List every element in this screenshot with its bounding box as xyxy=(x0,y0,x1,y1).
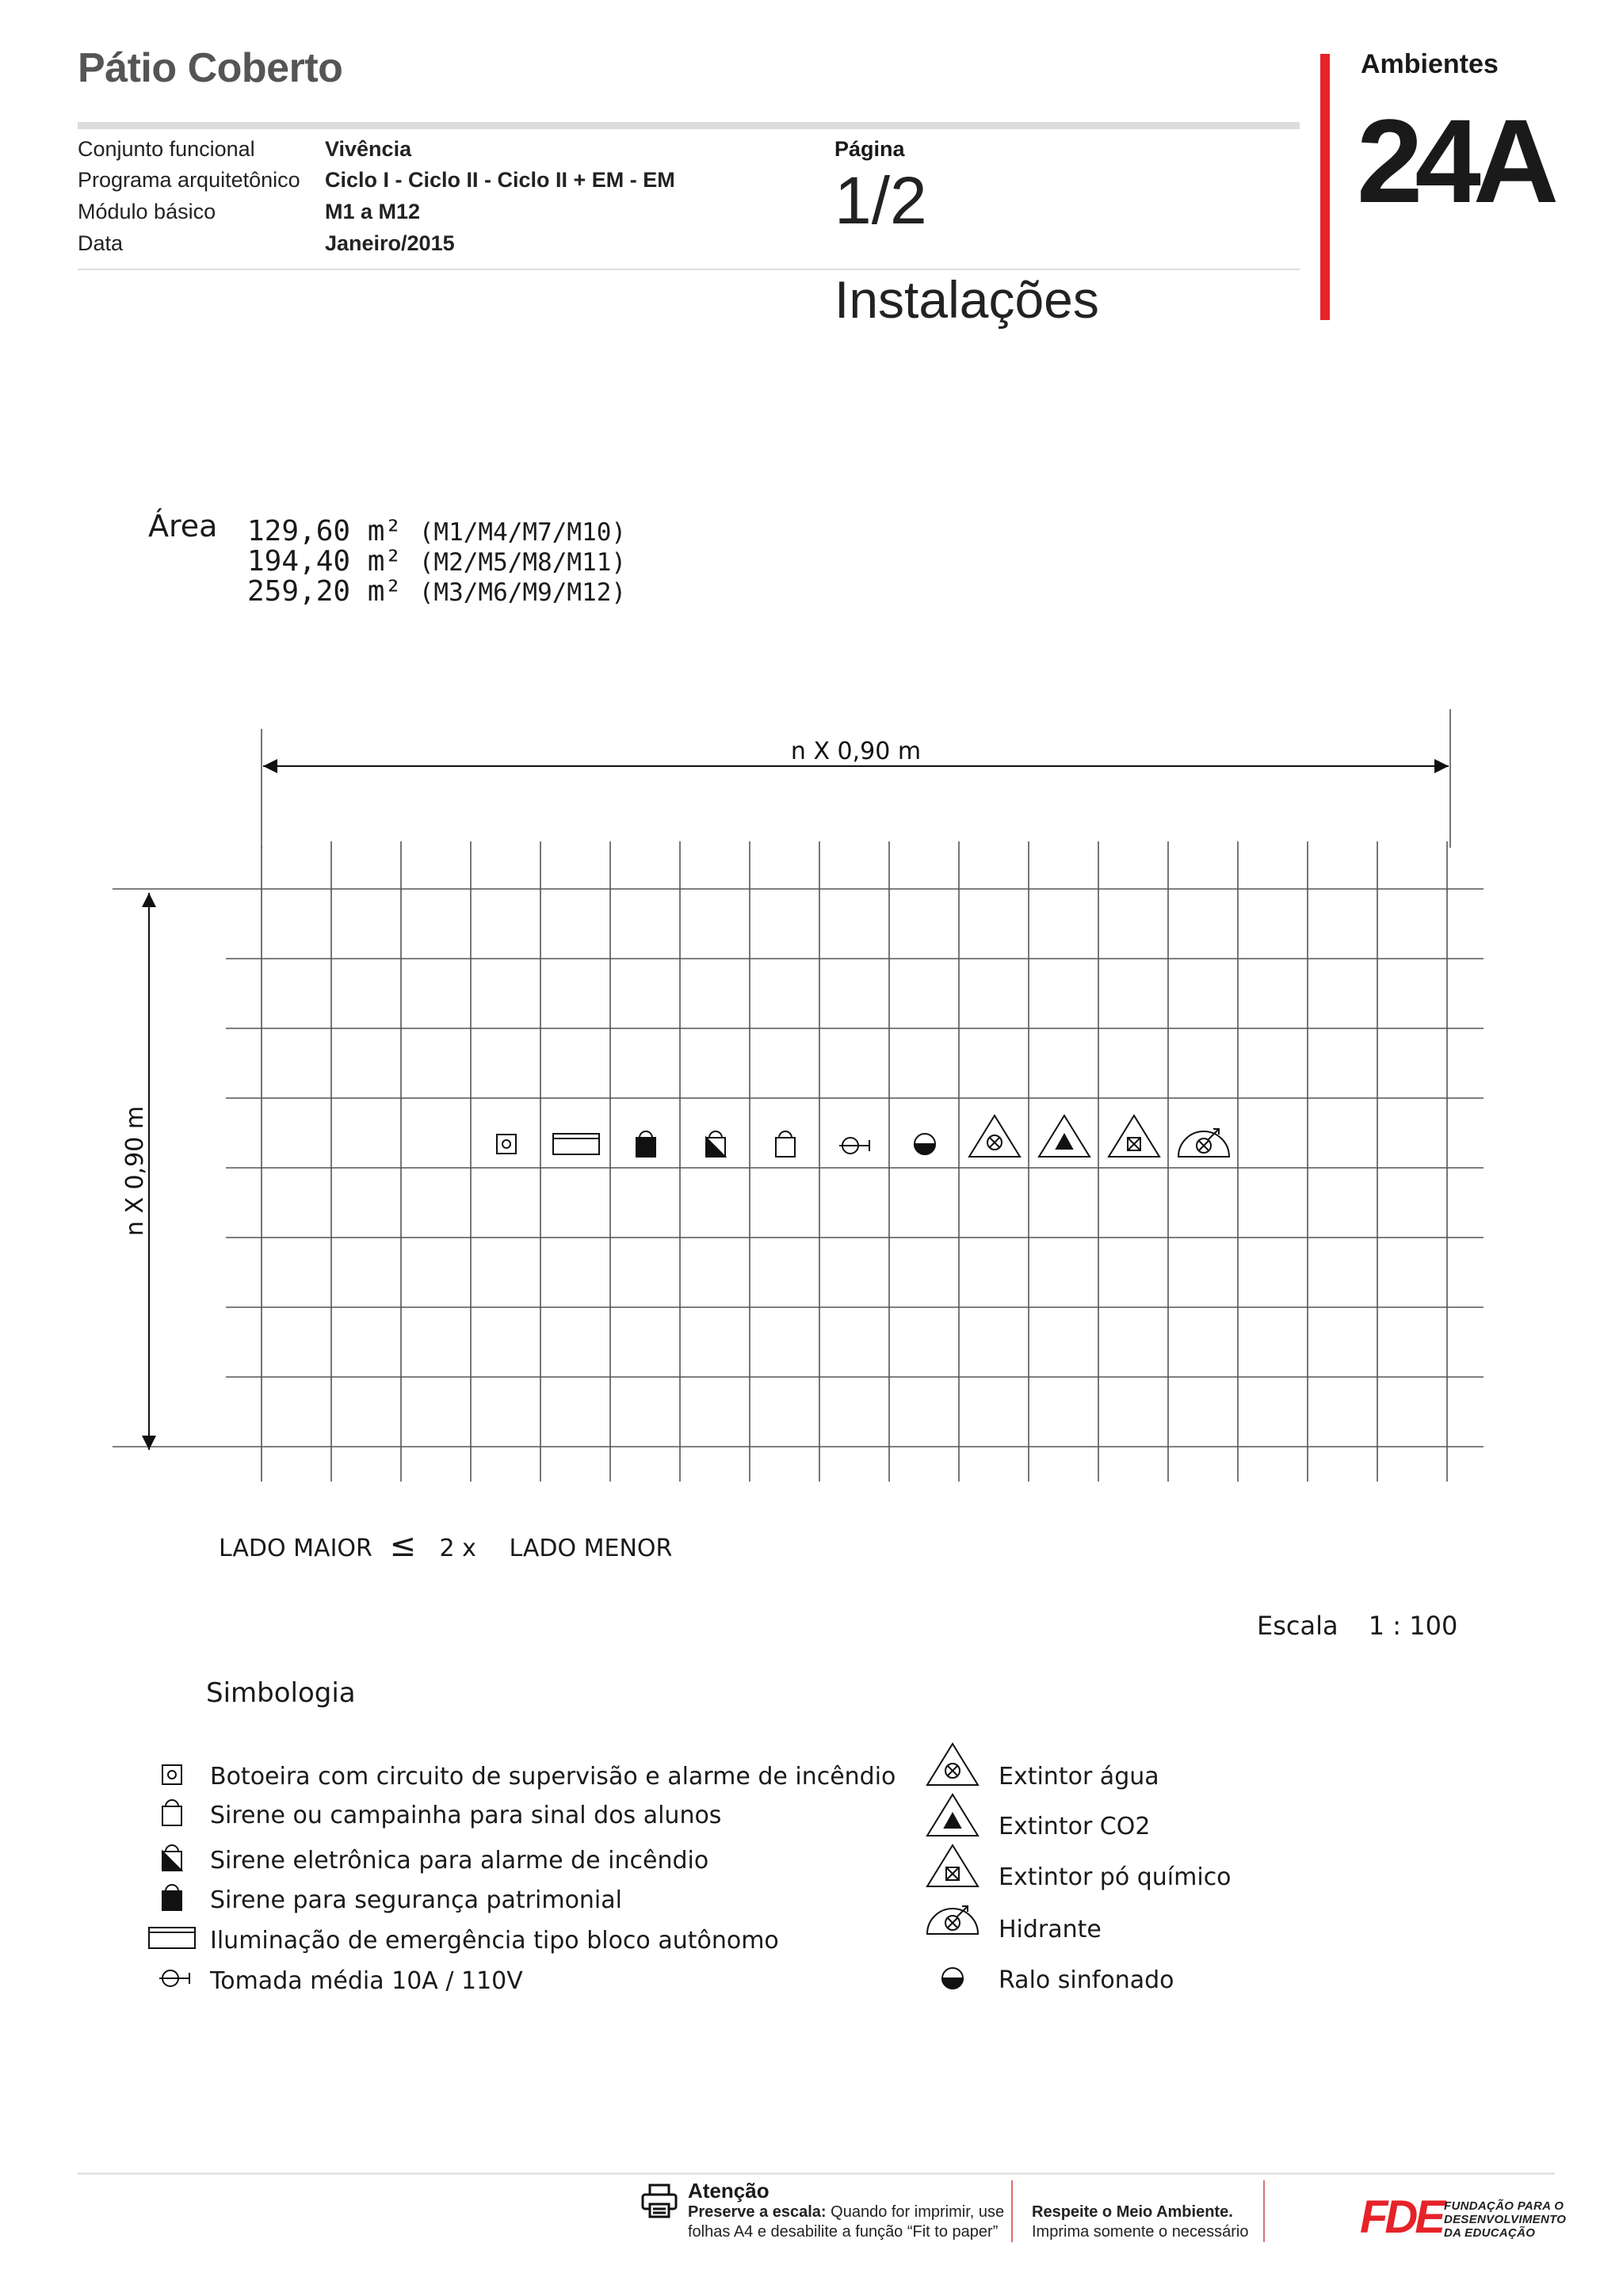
pagina-label: Página xyxy=(834,137,905,161)
tomada-icon xyxy=(159,1970,189,1986)
iluminacao-icon xyxy=(553,1134,599,1154)
footer-separator xyxy=(1011,2180,1013,2242)
floor-plan-grid xyxy=(0,697,1623,1505)
attention-line-2: folhas A4 e desabilite a função “Fit to paper” xyxy=(688,2223,999,2241)
page-title: Pátio Coberto xyxy=(78,45,343,91)
ralo-icon xyxy=(915,1134,935,1154)
header-rule xyxy=(78,122,1300,129)
extintor-agua-icon xyxy=(927,1744,978,1785)
sirene-patrimonial-icon xyxy=(636,1131,655,1157)
meta-label-programa: Programa arquitetônico xyxy=(78,168,300,192)
factor: 2 x xyxy=(439,1535,476,1562)
sirene-eletronica-icon xyxy=(162,1845,181,1871)
extintor-co2-icon xyxy=(1039,1116,1090,1157)
area-value: 129,60 m² xyxy=(247,515,403,547)
header-divider xyxy=(78,269,1300,270)
attention-line-1 xyxy=(688,2203,1004,2222)
legend-item-sirene-eletronica: Sirene eletrônica para alarme de incêndio xyxy=(210,1847,709,1875)
area-ref: (M3/M6/M9/M12) xyxy=(418,578,627,607)
legend-item-iluminacao: Iluminação de emergência tipo bloco autônomo xyxy=(210,1927,779,1955)
meta-value-programa: Ciclo I - Ciclo II - Ciclo II + EM - EM xyxy=(325,168,675,192)
leq-symbol: ≤ xyxy=(389,1527,416,1564)
dim-label-vertical: n X 0,90 m xyxy=(121,1105,149,1237)
fde-logo-text: FDE xyxy=(1360,2191,1442,2243)
env-title: Respeite o Meio Ambiente. xyxy=(1032,2203,1233,2221)
legend-item-botoeira: Botoeira com circuito de supervisão e alarme de incêndio xyxy=(210,1763,896,1791)
accent-bar xyxy=(1320,54,1330,320)
area-line-1 xyxy=(247,515,626,547)
org-line-1: FUNDAÇÃO PARA O xyxy=(1444,2199,1564,2213)
fde-logo xyxy=(1360,2191,1442,2243)
meta-value-conjunto: Vivência xyxy=(325,137,412,161)
legend-item-hidrante: Hidrante xyxy=(999,1916,1102,1943)
iluminacao-icon xyxy=(149,1928,195,1948)
section-title: Instalações xyxy=(834,270,1099,329)
legend-item-sirene-patrimonial: Sirene para segurança patrimonial xyxy=(210,1886,622,1914)
attention-title: Atenção xyxy=(688,2179,769,2203)
ralo-icon xyxy=(942,1968,963,1989)
scale-label: Escala xyxy=(1257,1611,1338,1641)
legend-item-ralo: Ralo sinfonado xyxy=(999,1966,1174,1994)
area-line-2 xyxy=(247,545,626,578)
legend-item-sirene-alunos: Sirene ou campainha para sinal dos alunos xyxy=(210,1802,722,1829)
legend-item-extintor-co2: Extintor CO2 xyxy=(999,1813,1151,1840)
lado-menor: LADO MENOR xyxy=(509,1535,673,1562)
proportion-rule xyxy=(219,1527,672,1564)
area-label: Área xyxy=(148,509,218,543)
printer-icon xyxy=(640,2182,678,2220)
meta-label-data: Data xyxy=(78,231,124,255)
botoeira-icon xyxy=(162,1765,181,1784)
scale xyxy=(1257,1611,1457,1641)
meta-label-conjunto: Conjunto funcional xyxy=(78,137,255,161)
legend-item-tomada: Tomada média 10A / 110V xyxy=(210,1967,523,1995)
legend-item-extintor-po: Extintor pó químico xyxy=(999,1863,1232,1891)
scale-value: 1 : 100 xyxy=(1368,1611,1458,1641)
extintor-co2-icon xyxy=(927,1794,978,1836)
extintor-po-icon xyxy=(927,1845,978,1886)
legend-title: Simbologia xyxy=(206,1677,356,1709)
footer-rule xyxy=(78,2172,1555,2175)
attention-text: Quando for imprimir, use xyxy=(826,2203,1005,2221)
lado-maior: LADO MAIOR xyxy=(219,1535,372,1562)
ambientes-code: 24A xyxy=(1357,94,1552,227)
extintor-po-icon xyxy=(1109,1116,1159,1157)
dim-label-horizontal: n X 0,90 m xyxy=(790,738,922,765)
legend-right-icons xyxy=(919,1731,999,2000)
tomada-icon xyxy=(839,1138,869,1154)
pagina-value: 1/2 xyxy=(834,163,927,238)
ambientes-label: Ambientes xyxy=(1361,49,1499,79)
env-text: Imprima somente o necessário xyxy=(1032,2223,1249,2241)
area-value: 259,20 m² xyxy=(247,575,403,608)
meta-value-modulo: M1 a M12 xyxy=(325,200,421,223)
botoeira-icon xyxy=(497,1135,516,1154)
legend-item-extintor-agua: Extintor água xyxy=(999,1763,1159,1791)
sirene-patrimonial-icon xyxy=(162,1885,181,1910)
org-line-3: DA EDUCAÇÃO xyxy=(1444,2226,1536,2240)
hidrante-icon xyxy=(1178,1129,1229,1157)
hidrante-icon xyxy=(927,1906,978,1934)
meta-value-data: Janeiro/2015 xyxy=(325,231,455,255)
attention-bold: Preserve a escala: xyxy=(688,2203,827,2221)
area-ref: (M2/M5/M8/M11) xyxy=(418,548,627,577)
sirene-alunos-icon xyxy=(162,1800,181,1825)
area-ref: (M1/M4/M7/M10) xyxy=(418,518,627,547)
sirene-eletronica-icon xyxy=(706,1131,725,1157)
area-value: 194,40 m² xyxy=(247,545,403,578)
area-line-3 xyxy=(247,575,626,608)
footer-separator xyxy=(1263,2180,1265,2242)
sirene-alunos-icon xyxy=(776,1131,795,1157)
meta-label-modulo: Módulo básico xyxy=(78,200,216,223)
extintor-agua-icon xyxy=(969,1116,1020,1157)
org-line-2: DESENVOLVIMENTO xyxy=(1444,2213,1567,2226)
